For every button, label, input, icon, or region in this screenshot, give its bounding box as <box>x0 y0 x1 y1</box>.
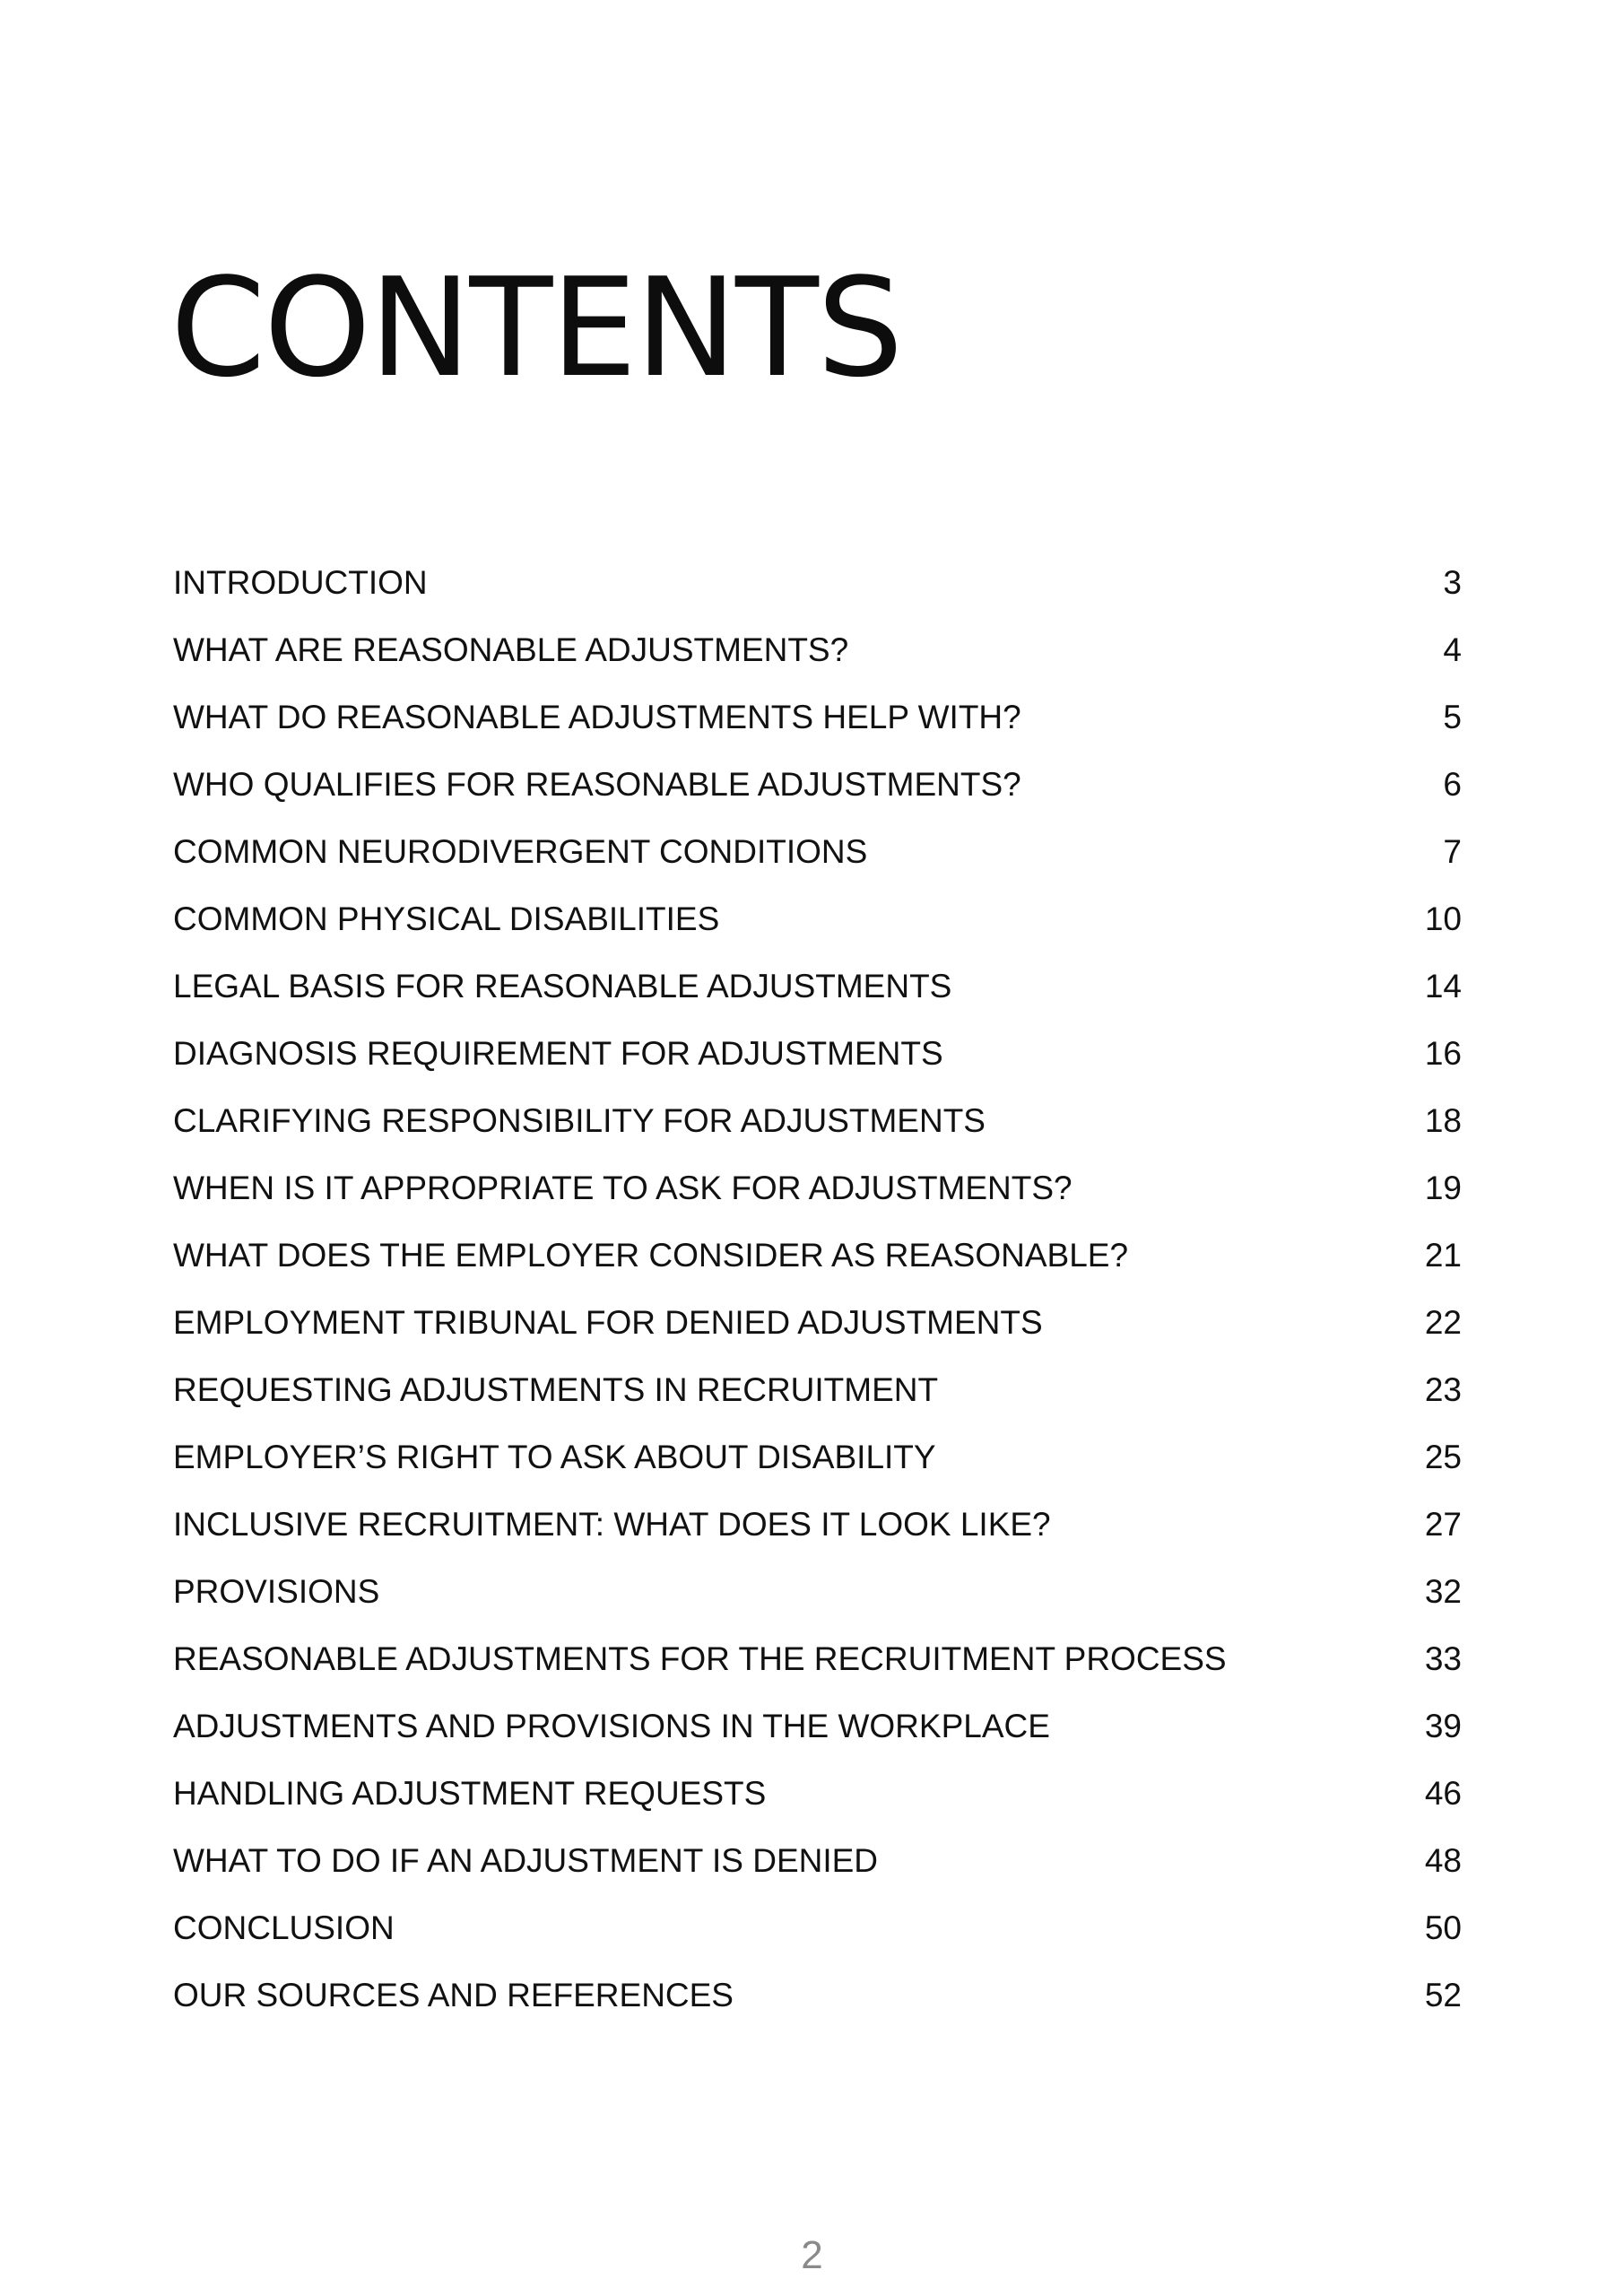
toc-entry-page: 46 <box>1424 1774 1462 1812</box>
toc-entry-page: 32 <box>1424 1572 1462 1610</box>
toc-entry-title: WHEN IS IT APPROPRIATE TO ASK FOR ADJUSTMENTS? <box>173 1169 1073 1206</box>
toc-entry-page: 5 <box>1443 698 1462 735</box>
toc-entry <box>173 1087 1462 1154</box>
toc-entry-title: WHAT DO REASONABLE ADJUSTMENTS HELP WITH? <box>173 698 1021 735</box>
toc-entry <box>173 952 1462 1020</box>
toc-entry <box>173 1423 1462 1491</box>
toc-entry-page: 4 <box>1443 631 1462 668</box>
toc-entry-page: 25 <box>1424 1438 1462 1475</box>
toc-entry <box>173 1558 1462 1625</box>
toc-entry-page: 27 <box>1424 1505 1462 1543</box>
toc-entry-title: WHAT ARE REASONABLE ADJUSTMENTS? <box>173 631 849 668</box>
toc-entry <box>173 1222 1462 1289</box>
toc-entry <box>173 1625 1462 1692</box>
toc-entry <box>173 1760 1462 1827</box>
toc-entry-title: COMMON PHYSICAL DISABILITIES <box>173 900 720 937</box>
toc-entry <box>173 1020 1462 1087</box>
toc-entry <box>173 818 1462 885</box>
toc-entry-page: 18 <box>1424 1101 1462 1139</box>
toc-entry <box>173 549 1462 616</box>
toc-entry-title: LEGAL BASIS FOR REASONABLE ADJUSTMENTS <box>173 967 952 1004</box>
toc-entry <box>173 1491 1462 1558</box>
toc-entry-page: 22 <box>1424 1303 1462 1341</box>
toc-entry <box>173 683 1462 751</box>
page-title: CONTENTS <box>170 248 902 407</box>
toc-entry-title: CONCLUSION <box>173 1909 395 1946</box>
toc-entry-page: 52 <box>1424 1976 1462 2013</box>
toc-entry-title: REQUESTING ADJUSTMENTS IN RECRUITMENT <box>173 1370 939 1408</box>
toc-entry-title: EMPLOYMENT TRIBUNAL FOR DENIED ADJUSTMENTS <box>173 1303 1043 1341</box>
toc-entry-title: CLARIFYING RESPONSIBILITY FOR ADJUSTMENTS <box>173 1101 986 1139</box>
toc-entry-page: 6 <box>1443 765 1462 803</box>
toc-entry-page: 50 <box>1424 1909 1462 1946</box>
toc-entry-page: 16 <box>1424 1034 1462 1072</box>
toc-entry-title: ADJUSTMENTS AND PROVISIONS IN THE WORKPLACE <box>173 1707 1050 1744</box>
toc-entry <box>173 751 1462 818</box>
toc-entry-page: 39 <box>1424 1707 1462 1744</box>
toc-entry-page: 21 <box>1424 1236 1462 1274</box>
page-number: 2 <box>801 2233 823 2277</box>
toc-entry-title: INTRODUCTION <box>173 563 428 601</box>
toc-entry-title: COMMON NEURODIVERGENT CONDITIONS <box>173 832 868 870</box>
toc-entry <box>173 885 1462 952</box>
toc-entry-title: DIAGNOSIS REQUIREMENT FOR ADJUSTMENTS <box>173 1034 943 1072</box>
toc-entry-page: 10 <box>1424 900 1462 937</box>
toc-entry-title: OUR SOURCES AND REFERENCES <box>173 1976 734 2013</box>
toc-entry-title: PROVISIONS <box>173 1572 380 1610</box>
toc-entry <box>173 1827 1462 1894</box>
toc-entry <box>173 1289 1462 1356</box>
toc-entry-title: INCLUSIVE RECRUITMENT: WHAT DOES IT LOOK LIKE? <box>173 1505 1051 1543</box>
toc-entry-page: 19 <box>1424 1169 1462 1206</box>
toc-entry-page: 3 <box>1443 563 1462 601</box>
toc-entry <box>173 1961 1462 2029</box>
toc-entry-page: 48 <box>1424 1841 1462 1879</box>
toc-entry <box>173 1154 1462 1222</box>
toc-entry <box>173 616 1462 683</box>
toc-entry-page: 33 <box>1424 1639 1462 1677</box>
toc-entry-page: 14 <box>1424 967 1462 1004</box>
toc-entry <box>173 1692 1462 1760</box>
toc-entry-title: HANDLING ADJUSTMENT REQUESTS <box>173 1774 767 1812</box>
toc-entry-title: WHAT DOES THE EMPLOYER CONSIDER AS REASONABLE? <box>173 1236 1129 1274</box>
toc-entry-title: REASONABLE ADJUSTMENTS FOR THE RECRUITMENT PROCESS <box>173 1639 1227 1677</box>
toc-entry <box>173 1894 1462 1961</box>
table-of-contents <box>173 549 1462 2029</box>
toc-entry-title: EMPLOYER’S RIGHT TO ASK ABOUT DISABILITY <box>173 1438 936 1475</box>
toc-entry <box>173 1356 1462 1423</box>
toc-entry-title: WHAT TO DO IF AN ADJUSTMENT IS DENIED <box>173 1841 879 1879</box>
toc-entry-title: WHO QUALIFIES FOR REASONABLE ADJUSTMENTS? <box>173 765 1021 803</box>
toc-entry-page: 7 <box>1443 832 1462 870</box>
toc-entry-page: 23 <box>1424 1370 1462 1408</box>
